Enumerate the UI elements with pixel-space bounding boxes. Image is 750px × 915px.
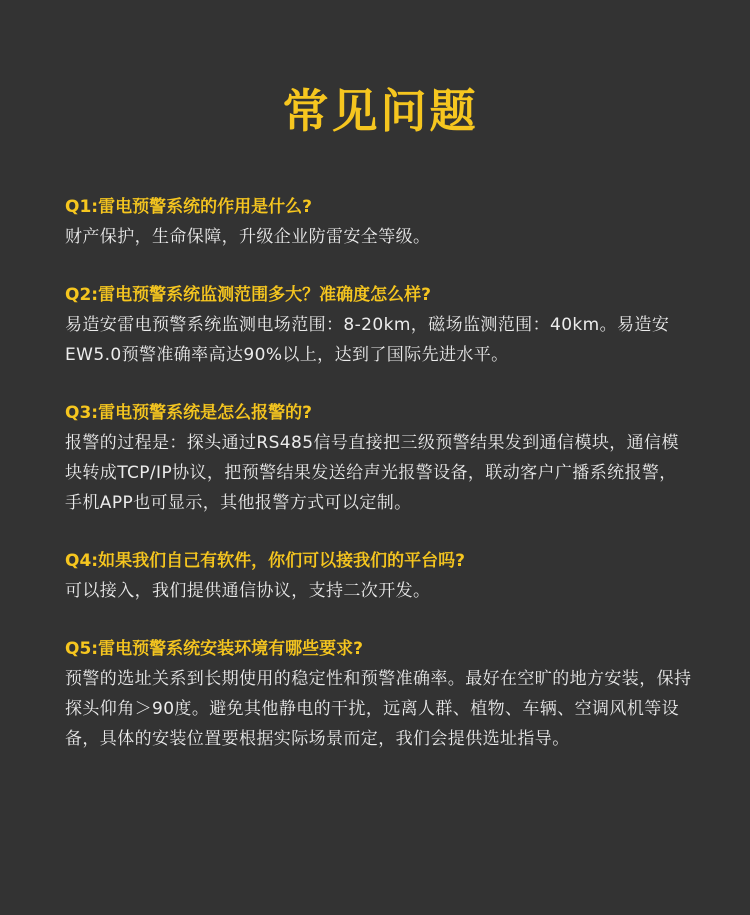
faq-answer-1: 财产保护，生命保障，升级企业防雷安全等级。 (65, 227, 431, 247)
faq-item-1 (65, 192, 692, 252)
page-title: 常见问题 (282, 84, 479, 138)
faq-item-4 (65, 546, 692, 606)
faq-item-5 (65, 634, 692, 754)
faq-answer-2: 易造安雷电预警系统监测电场范围：8-20km，磁场监测范围：40km。易造安EW5.0预警准确率高达90%以上，达到了国际先进水平。 (65, 315, 670, 365)
faq-question-1: Q1:雷电预警系统的作用是什么? (65, 197, 312, 217)
faq-question-2: Q2:雷电预警系统监测范围多大？准确度怎么样? (65, 285, 431, 305)
faq-question-3: Q3:雷电预警系统是怎么报警的? (65, 403, 312, 423)
faq-answer-3: 报警的过程是：探头通过RS485信号直接把三级预警结果发到通信模块，通信模块转成TCP/IP协议，把预警结果发送给声光报警设备，联动客户广播系统报警，手机APP也可显示，其他报警方式可以定制。 (65, 433, 679, 513)
faq-question-4: Q4:如果我们自己有软件，你们可以接我们的平台吗? (65, 551, 465, 571)
faq-item-3 (65, 398, 692, 518)
faq-item-2 (65, 280, 692, 370)
faq-answer-4: 可以接入，我们提供通信协议，支持二次开发。 (65, 581, 431, 601)
faq-answer-5: 预警的选址关系到长期使用的稳定性和预警准确率。最好在空旷的地方安装，保持探头仰角＞90度。避免其他静电的干扰，远离人群、植物、车辆、空调风机等设备，具体的安装位置要根据实际场景而定，我们会提供选址指导。 (65, 669, 692, 749)
faq-list (65, 192, 692, 754)
faq-question-5: Q5:雷电预警系统安装环境有哪些要求? (65, 639, 363, 659)
